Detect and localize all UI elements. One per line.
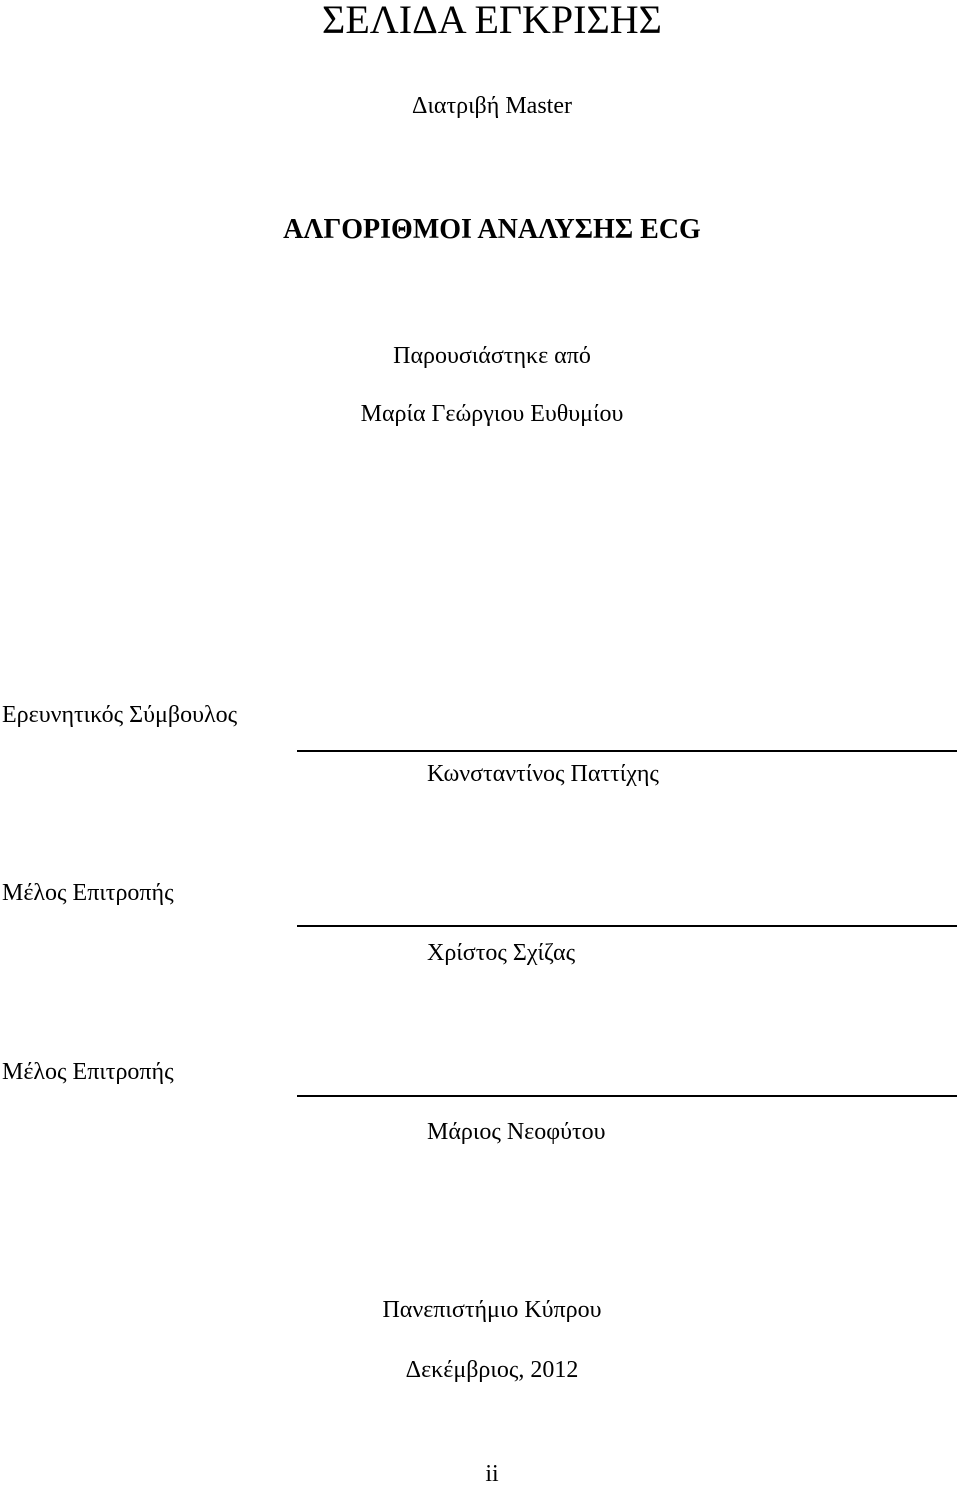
committee-role: Μέλος Επιτροπής (2, 1059, 174, 1085)
committee-role: Ερευνητικός Σύμβουλος (2, 702, 238, 728)
committee-member-name: Μάριος Νεοφύτου (427, 1119, 606, 1145)
committee-member-name: Χρίστος Σχίζας (427, 940, 576, 966)
signature-line (297, 1095, 957, 1097)
committee-role: Μέλος Επιτροπής (2, 880, 174, 906)
committee-member-name: Κωνσταντίνος Παττίχης (427, 761, 659, 787)
thesis-type: Διατριβή Master (412, 93, 572, 119)
university-name: Πανεπιστήμιο Κύπρου (382, 1297, 602, 1323)
page-number: ii (485, 1461, 499, 1487)
page-title: ΣΕΛΙΔΑ ΕΓΚΡΙΣΗΣ (322, 0, 662, 42)
signature-line (297, 925, 957, 927)
author-name: Μαρία Γεώργιου Ευθυμίου (360, 401, 624, 427)
presented-by-label: Παρουσιάστηκε από (393, 343, 591, 369)
thesis-title: ΑΛΓΟΡΙΘΜΟΙ ΑΝΑΛΥΣΗΣ ECG (283, 214, 701, 245)
submission-date: Δεκέμβριος, 2012 (405, 1357, 579, 1383)
signature-line (297, 750, 957, 752)
